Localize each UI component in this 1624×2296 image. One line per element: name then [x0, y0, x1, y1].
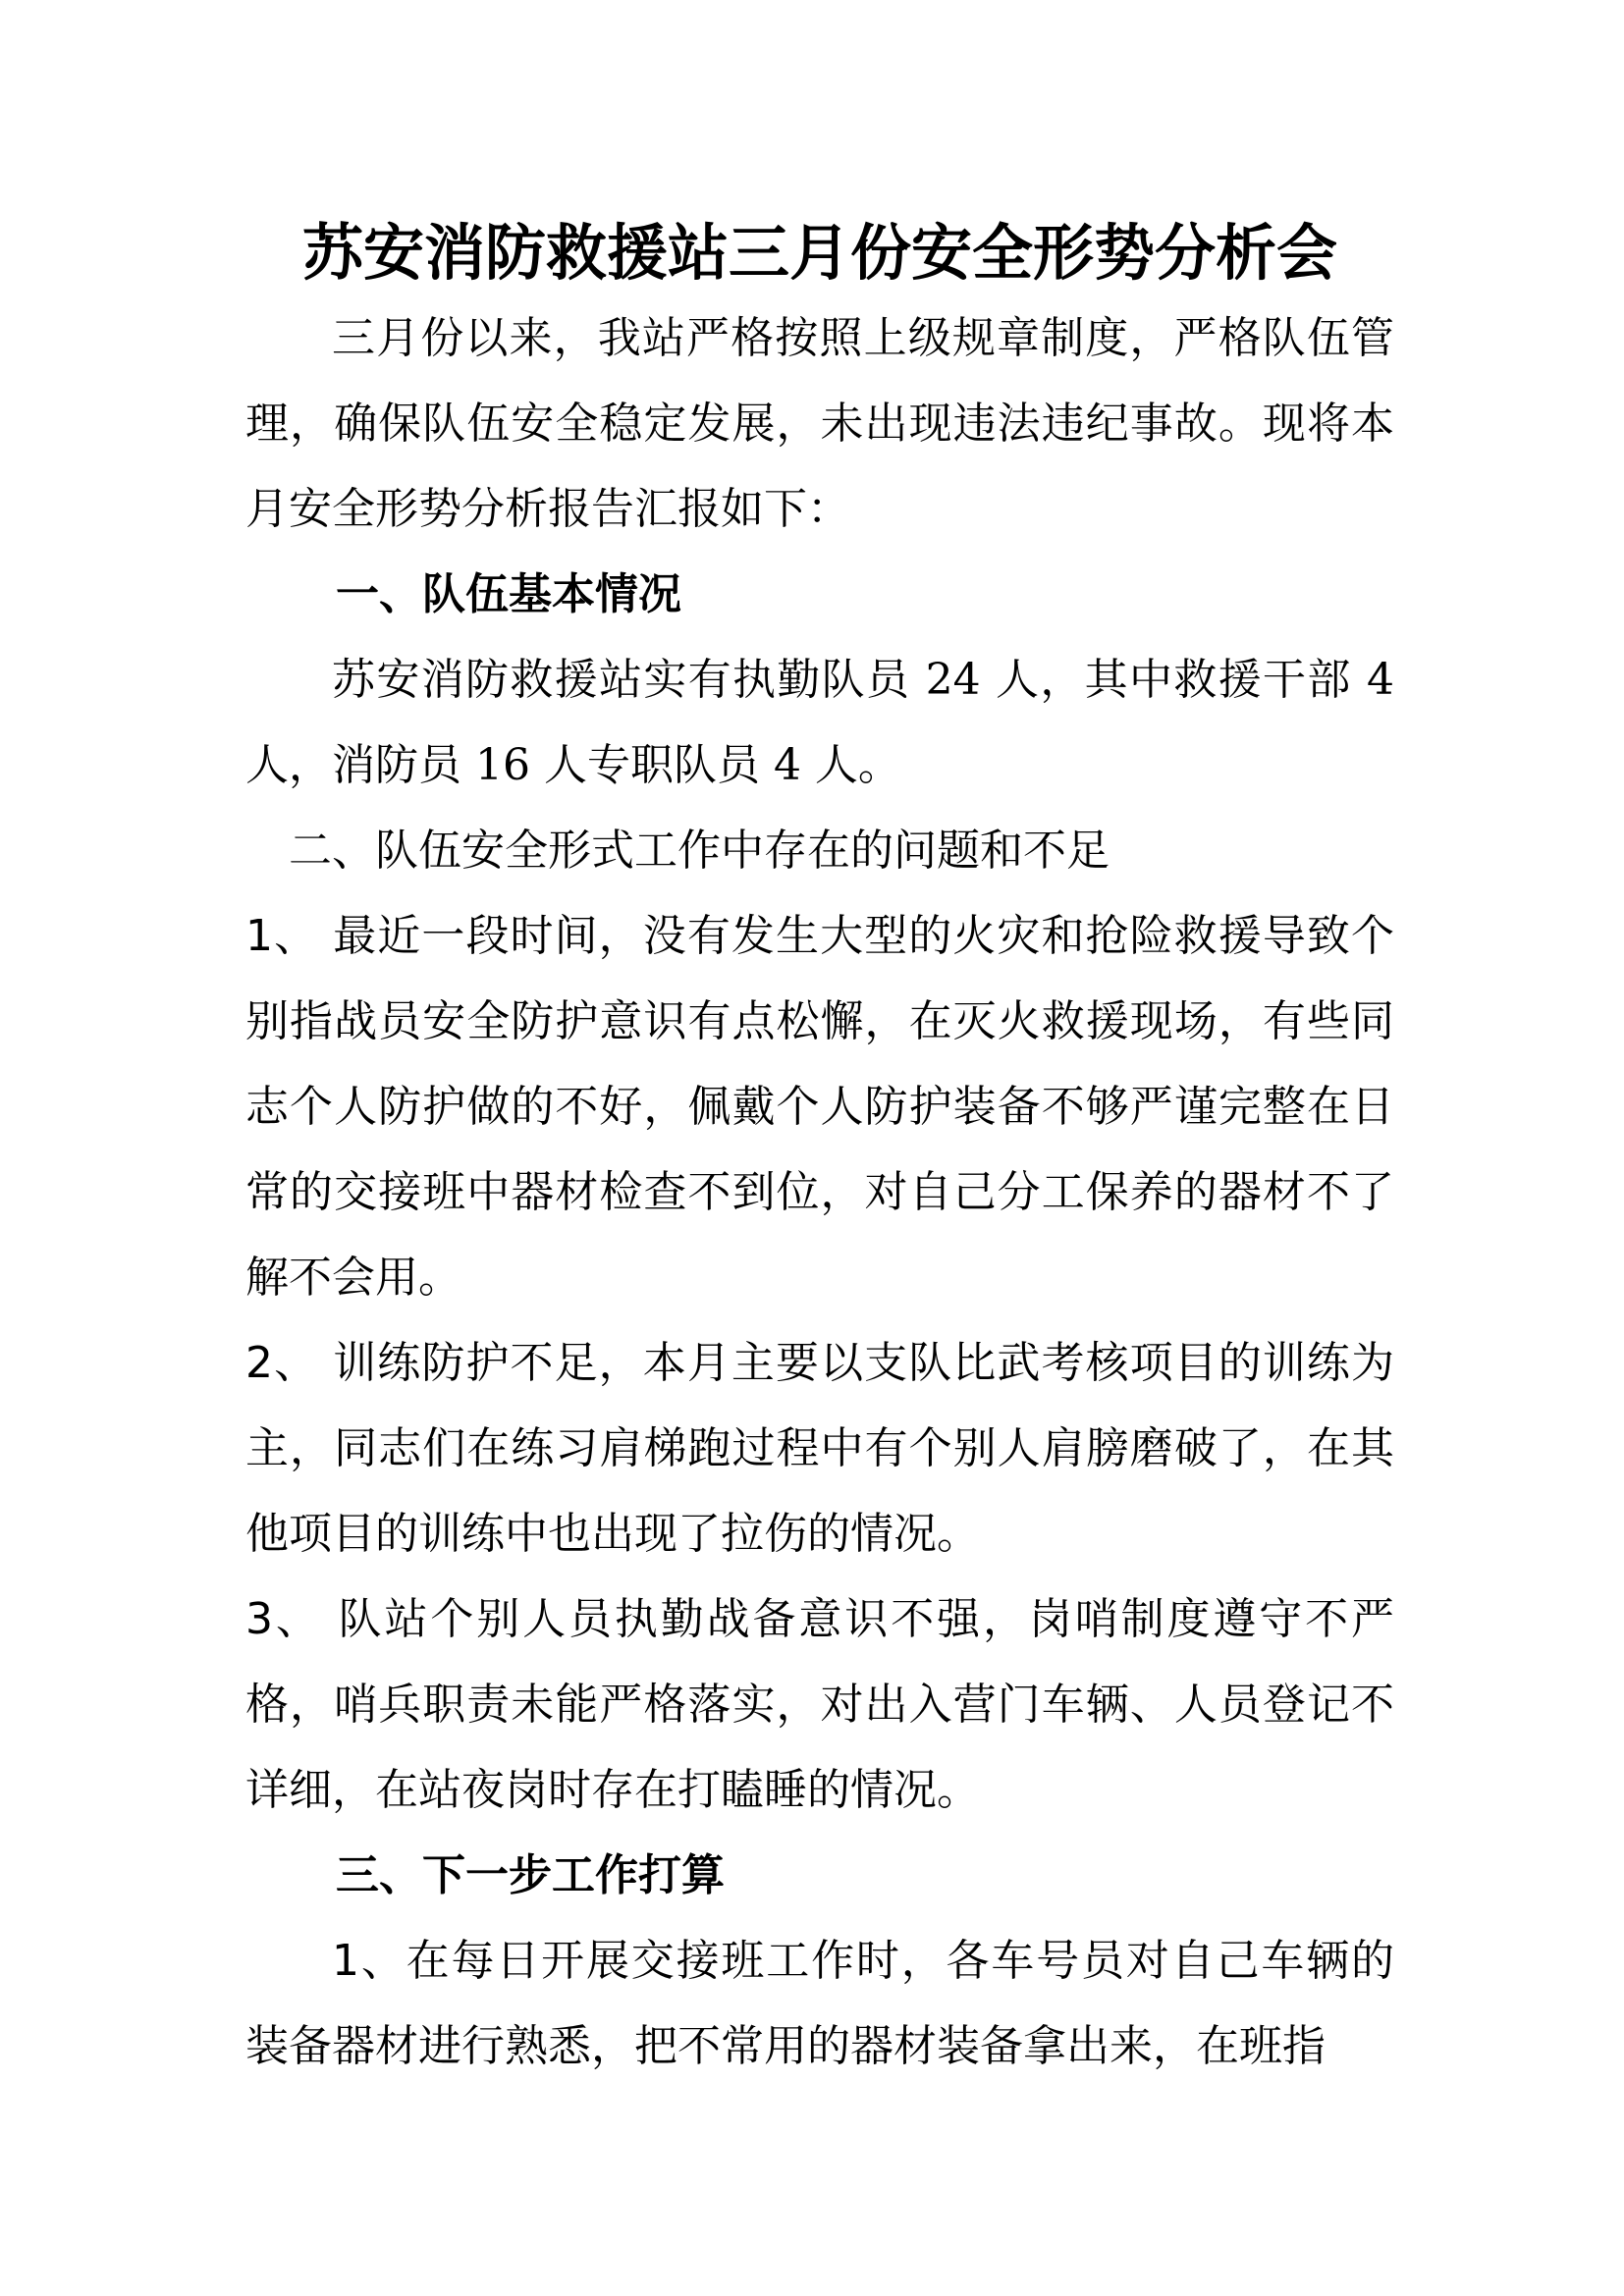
section1-body: 苏安消防救援站实有执勤队员 24 人，其中救援干部 4 人，消防员 16 人专职队员 4 人。	[245, 655, 1394, 790]
section3-heading: 三、下一步工作打算	[336, 1850, 725, 1900]
document-title: 苏安消防救援站三月份安全形势分析会	[301, 217, 1337, 289]
section1-heading: 一、队伍基本情况	[336, 569, 681, 619]
section2-item-2: 2、 训练防护不足，本月主要以支队比武考核项目的训练为主，同志们在练习肩梯跑过程中有个别人肩膀磨破了，在其他项目的训练中也出现了拉伤的情况。	[245, 1338, 1394, 1559]
intro-paragraph: 三月份以来，我站严格按照上级规章制度，严格队伍管理，确保队伍安全稳定发展，未出现违法违纪事故。现将本月安全形势分析报告汇报如下：	[245, 313, 1394, 534]
document-body	[245, 211, 1394, 2089]
section2-item-1: 1、 最近一段时间，没有发生大型的火灾和抢险救援导致个别指战员安全防护意识有点松懈，在灭火救援现场，有些同志个人防护做的不好，佩戴个人防护装备不够严谨完整在日常的交接班中器材检查不到位，对自己分工保养的器材不了解不会用。	[245, 911, 1394, 1303]
section2-item-3: 3、 队站个别人员执勤战备意识不强，岗哨制度遵守不严格，哨兵职责未能严格落实，对出入营门车辆、人员登记不详细，在站夜岗时存在打瞌睡的情况。	[245, 1594, 1394, 1815]
section2-heading: 二、队伍安全形式工作中存在的问题和不足	[289, 826, 1110, 876]
section3-item-1: 1、在每日开展交接班工作时，各车号员对自己车辆的装备器材进行熟悉，把不常用的器材装备拿出来，在班指	[245, 1936, 1394, 2071]
